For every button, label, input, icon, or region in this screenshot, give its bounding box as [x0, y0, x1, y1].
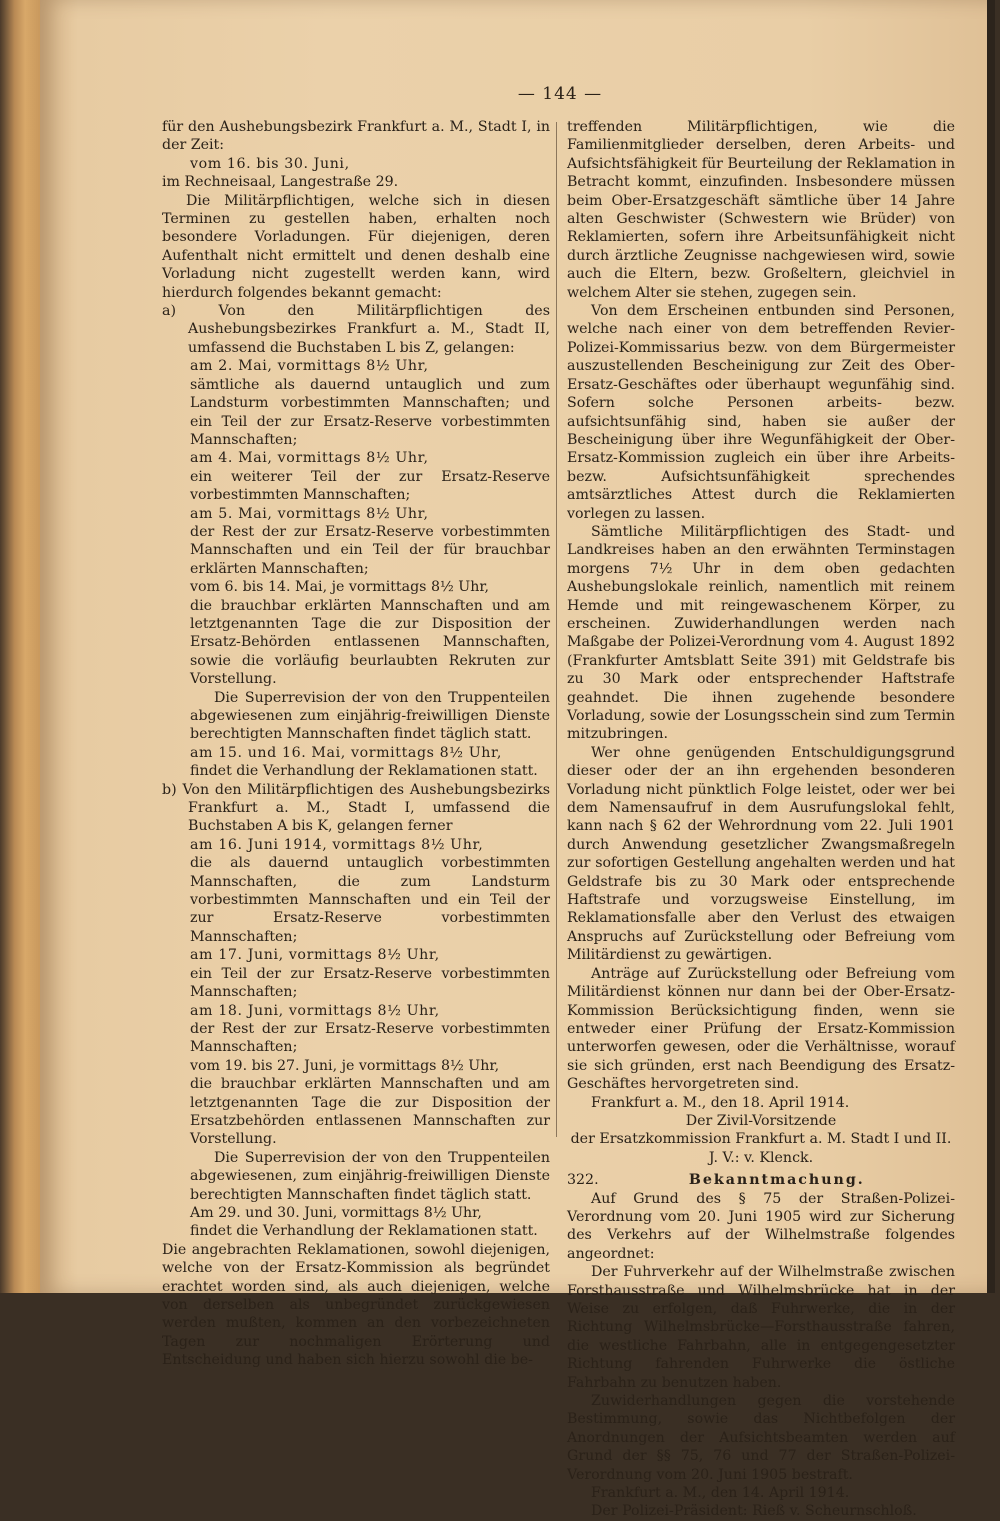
paragraph: am 17. Juni, vormittags 8½ Uhr, [190, 947, 440, 964]
page-number: — 144 — [517, 84, 603, 104]
paragraph: Am 29. und 30. Juni, vormittags 8½ Uhr, [190, 1204, 482, 1221]
paragraph: Der Fuhrverkehr auf der Wilhelmstraße zwischen Forsthausstraße und Wilhelmsbrücke hat in der Weise zu erfolgen, daß Fuhrwerke, die in der Richtung Wilhelmsbrücke—Forsthausstraße fahren, die westliche Fahrbahn, alle in entgegengesetzter Richtung fahrenden Fuhrwerke die östliche Fahrbahn zu benutzen haben. [567, 1264, 955, 1391]
paragraph: Der Polizei-Präsident: Rieß v. Scheurnschloß. [591, 1503, 917, 1520]
paragraph: findet die Verhandlung der Reklamationen statt. [190, 763, 538, 780]
paragraph: findet die Verhandlung der Reklamationen statt. [190, 1223, 538, 1240]
paragraph: die brauchbar erklärten Mannschaften und am letztgenannten Tage die zur Disposition der Ersatzbehörden entlassenen Mannschaften zur Vorstellung. [190, 1076, 550, 1148]
paragraph: sämtliche als dauernd untauglich und zum Landsturm vorbestimmten Mannschaften; und ein Teil der zur Ersatz-Reserve vorbestimmten Mannschaften; [190, 376, 550, 448]
paragraph: ein weiterer Teil der zur Ersatz-Reserve vorbestimmten Mannschaften; [190, 468, 550, 504]
paragraph: Frankfurt a. M., den 14. April 1914. [591, 1485, 850, 1502]
paragraph: Sämtliche Militärpflichtigen des Stadt- und Landkreises haben an den erwähnten Terminstagen morgens 7½ Uhr in dem oben gedachten Aushebungslokale reinlich, namentlich mit reinem Hemde und mit reingewaschenem Körper, zu erscheinen. Zuwiderhandlungen werden nach Maßgabe der Polizei-Verordnung vom 4. August 1892 (Frankfurter Amtsblatt Seite 391) mit Geldstrafe bis zu 30 Mark oder entsprechender Haftstrafe geahndet. Die ihnen zugehende besondere Vorladung, sowie der Losungsschein sind zum Termin mitzubringen. [567, 523, 955, 743]
paragraph: J. V.: v. Klenck. [708, 1149, 814, 1166]
paragraph: Der Zivil-Vorsitzende [685, 1112, 837, 1129]
paragraph: ein Teil der zur Ersatz-Reserve vorbestimmten Mannschaften; [190, 965, 550, 1001]
paragraph: Die Superrevision der von den Truppenteilen abgewiesenen, zum einjährig-freiwilligen Dienste berechtigten Mannschaften findet täglich statt. [190, 1149, 550, 1203]
paragraph: am 5. Mai, vormittags 8½ Uhr, [190, 505, 429, 522]
right-column [567, 118, 955, 1521]
paragraph: am 2. Mai, vormittags 8½ Uhr, [190, 358, 429, 375]
paragraph: Die Militärpflichtigen, welche sich in diesen Terminen zu gestellen haben, erhalten noch besondere Vorladungen. Für diejenigen, deren Aufenthalt nicht ermittelt und denen deshalb eine Vorladung nicht zugestellt werden kann, wird hierdurch folgendes bekannt gemacht: [162, 192, 550, 301]
paragraph: für den Aushebungsbezirk Frankfurt a. M., Stadt I, in der Zeit: [162, 119, 550, 154]
paragraph: Zuwiderhandlungen gegen die vorstehende Bestimmung, sowie das Nichtbefolgen der Anordnungen der Aufsichtsbeamten werden auf Grund der §§ 75, 76 und 77 der Straßen-Polizei-Verordnung vom 20. Juni 1905 bestraft. [567, 1393, 955, 1483]
paragraph: am 18. Juni, vormittags 8½ Uhr, [190, 1002, 440, 1019]
paragraph: der Rest der zur Ersatz-Reserve vorbestimmten Mannschaften; [190, 1020, 550, 1056]
paragraph: vom 16. bis 30. Juni, [190, 155, 350, 172]
paragraph: Die angebrachten Reklamationen, sowohl diejenigen, welche von der Ersatz-Kommission als begründet erachtet worden sind, als auch diejenigen, welche von derselben als unbegründet zurückgewiesen werden mußten, kommen an den vorbezeichneten Tagen zur nochmaligen Erörterung und Entscheidung und haben sich hierzu sowohl die be- [162, 1241, 550, 1369]
paragraph: im Rechneisaal, Langestraße 29. [162, 174, 399, 191]
notice-heading [567, 1171, 955, 1189]
paragraph: Anträge auf Zurückstellung oder Befreiung vom Militärdienst können nur dann bei der Ober-Ersatz-Kommission Berücksichtigung finden, wenn sie entweder einer Prüfung der Ersatz-Kommission unterworfen gewesen, oder die Verhältnisse, worauf sie sich gründen, erst nach Beendigung des Ersatz-Geschäftes hervorgetreten sind. [567, 965, 955, 1093]
paragraph: treffenden Militärpflichtigen, wie die Familienmitglieder derselben, deren Arbeits- und Aufsichtsfähigkeit für Beurteilung der Reklamation in Betracht kommt, einzufinden. Insbesondere müssen beim Ober-Ersatzgeschäft sämtliche über 14 Jahre alten Geschwister (Schwestern wie Brüder) von Reklamierten, sofern ihre Arbeitsunfähigkeit nicht durch ärztliche Zeugnisse nachgewiesen wird, sowie auch die Eltern, bezw. Großeltern, gleichviel in welchem Alter sie stehen, zugegen sein. [567, 119, 955, 301]
paragraph: am 4. Mai, vormittags 8½ Uhr, [190, 450, 429, 467]
notice-title: Bekanntmachung. [688, 1172, 865, 1189]
right-column-text [567, 118, 955, 1167]
paragraph: Wer ohne genügenden Entschuldigungsgrund dieser oder der an ihn ergehenden besonderen Vorladung nicht pünktlich Folge leistet, oder wer bei dem Namensaufruf in dem Ausrufungslokal fehlt, kann nach § 62 der Wehrordnung vom 22. Juli 1901 durch Anwendung gesetzlicher Zwangsmaßregeln zur sofortigen Gestellung angehalten werden und hat Geldstrafe bis zu 30 Mark oder entsprechende Haftstrafe und vorzugsweise Einstellung, im Reklamationsfalle aber den Verlust des etwaigen Anspruchs auf Zurückstellung oder Befreiung vom Militärdienst zu gewärtigen. [567, 744, 955, 964]
paragraph: vom 19. bis 27. Juni, je vormittags 8½ Uhr, [190, 1057, 500, 1074]
paragraph: der Rest der zur Ersatz-Reserve vorbestimmten Mannschaften und ein Teil der für brauchbar erklärten Mannschaften; [190, 523, 550, 577]
paragraph: a) Von den Militärpflichtigen des Aushebungsbezirkes Frankfurt a. M., Stadt II, umfassend die Buchstaben L bis Z, gelangen: [162, 303, 550, 356]
book-spine [0, 0, 42, 1293]
paragraph: am 16. Juni 1914, vormittags 8½ Uhr, [190, 836, 484, 853]
paragraph: die als dauernd untauglich vorbestimmten Mannschaften, die zum Landsturm vorbestimmten Mannschaften und ein Teil der zur Ersatz-Reserve vorbestimmten Mannschaften; [190, 855, 550, 945]
notice-body [567, 1190, 955, 1521]
page-edge [987, 0, 995, 1293]
paragraph: Auf Grund des § 75 der Straßen-Polizei-Verordnung vom 20. Juni 1905 wird zur Sicherung des Verkehrs auf der Wilhelmstraße folgendes angeordnet: [567, 1190, 955, 1262]
paragraph: Die Superrevision der von den Truppenteilen abgewiesenen zum einjährig-freiwilligen Dienste berechtigten Mannschaften findet täglich statt. [190, 689, 550, 743]
left-column [162, 118, 550, 1370]
paragraph: vom 6. bis 14. Mai, je vormittags 8½ Uhr, [190, 579, 490, 596]
paragraph: am 15. und 16. Mai, vormittags 8½ Uhr, [190, 744, 502, 761]
notice-number: 322. [567, 1172, 599, 1189]
paragraph: Von dem Erscheinen entbunden sind Personen, welche nach einer von dem betreffenden Revier-Polizei-Kommissarius bezw. von dem Bürgermeister auszustellenden Bescheinigung zur Zeit des Ober-Ersatz-Geschäftes oder überhaupt wegunfähig sind. Sofern solche Personen arbeits- bezw. aufsichtsunfähig sind, haben sie außer der Bescheinigung über ihre Wegunfähigkeit der Ober-Ersatz-Kommission zugleich ein über ihre Arbeits- bezw. Aufsichtsunfähigkeit sprechendes amtsärztliches Attest durch die Reklamierten vorlegen zu lassen. [567, 303, 955, 522]
paragraph: der Ersatzkommission Frankfurt a. M. Stadt I und II. [570, 1131, 952, 1148]
paragraph: Frankfurt a. M., den 18. April 1914. [591, 1094, 850, 1111]
paragraph: die brauchbar erklärten Mannschaften und am letztgenannten Tage die zur Disposition der Ersatz-Behörden entlassenen Mannschaften, sowie die vorläufig beurlaubten Rekruten zur Vorstellung. [190, 597, 550, 688]
paragraph: b) Von den Militärpflichtigen des Aushebungsbezirks Frankfurt a. M., Stadt I, umfassend die Buchstaben A bis K, gelangen ferner [162, 781, 550, 835]
column-divider [556, 122, 557, 1137]
